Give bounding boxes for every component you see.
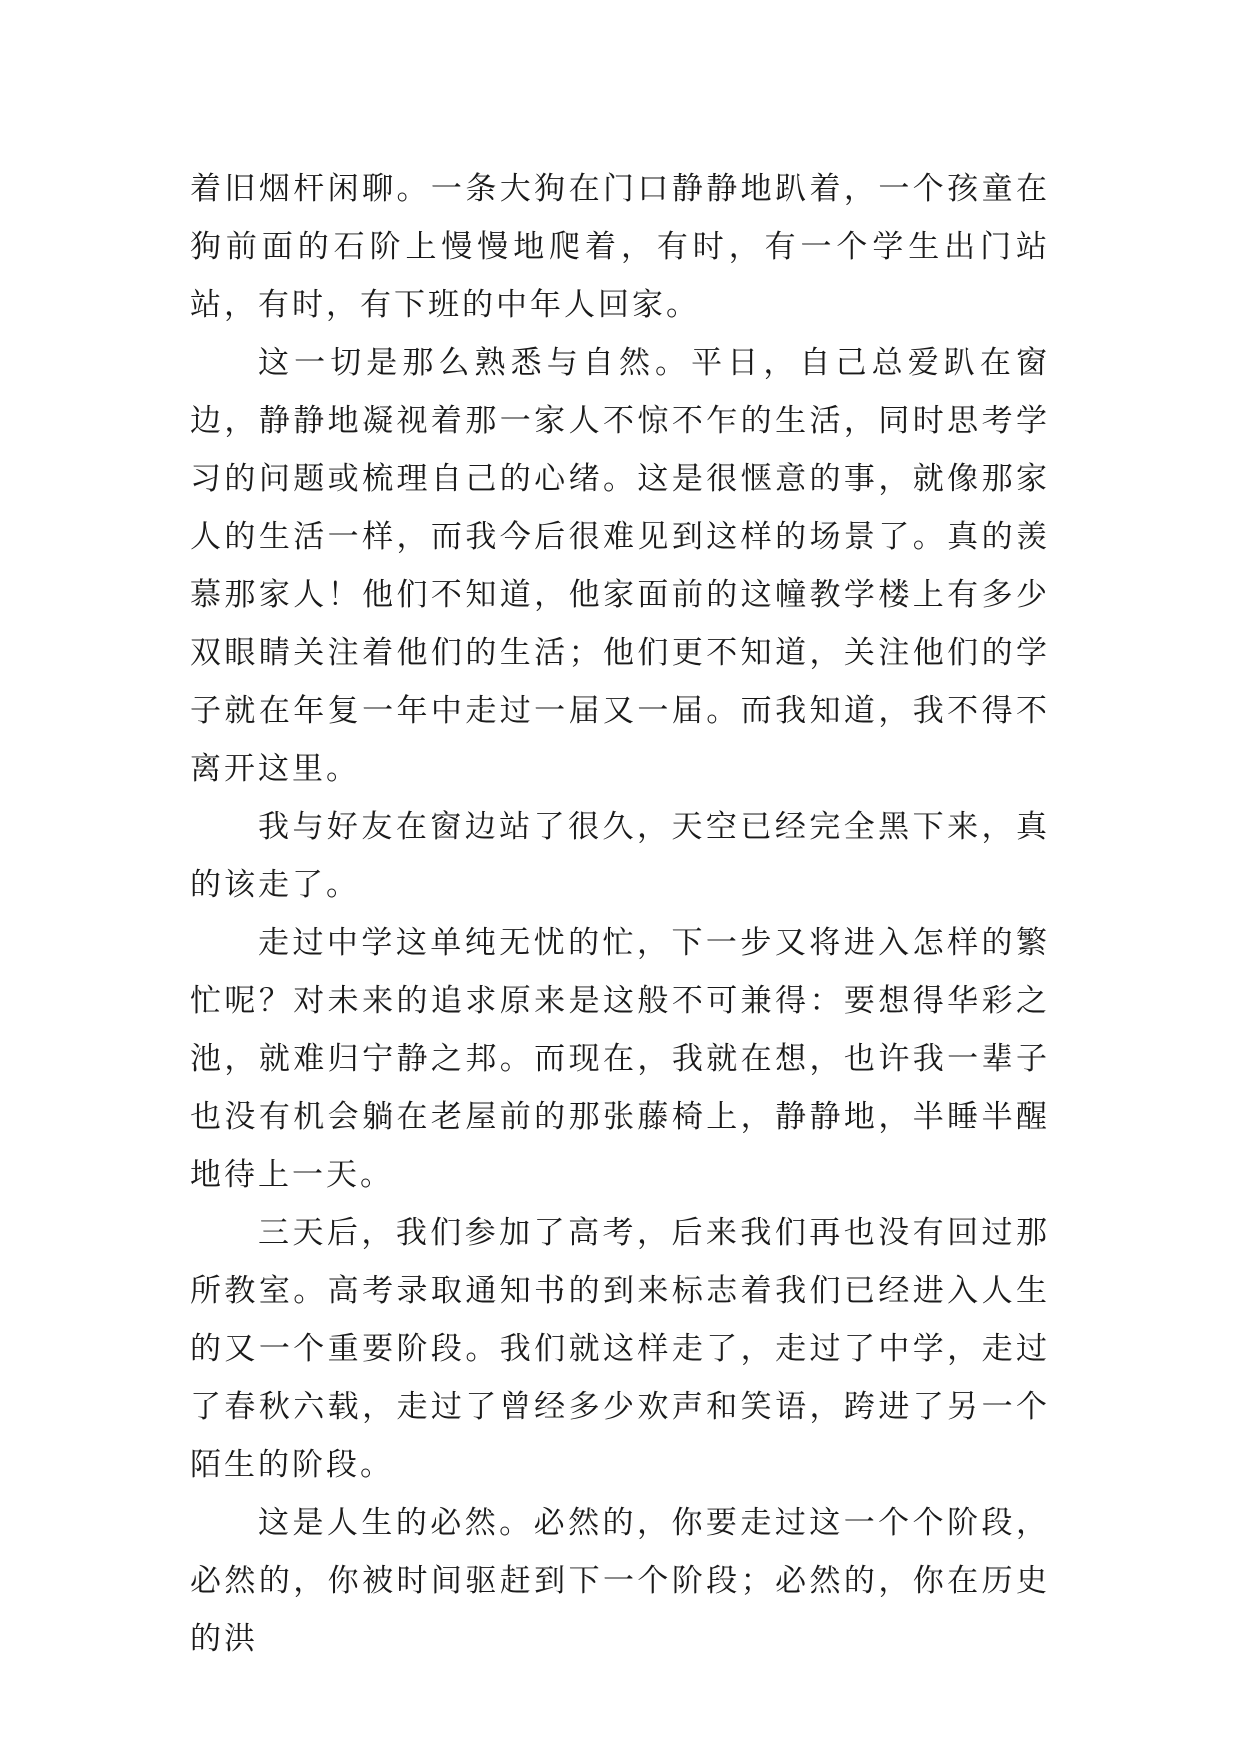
paragraph-5: 三天后，我们参加了高考，后来我们再也没有回过那所教室。高考录取通知书的到来标志着我们已经进入人生的又一个重要阶段。我们就这样走了，走过了中学，走过了春秋六载，走过了曾经多少欢声和笑语，跨进了另一个陌生的阶段。 [190, 1215, 1050, 1483]
body-text [190, 160, 1050, 1668]
paragraph-3: 我与好友在窗边站了很久，天空已经完全黑下来，真的该走了。 [190, 809, 1050, 903]
paragraph-4: 走过中学这单纯无忧的忙，下一步又将进入怎样的繁忙呢？对未来的追求原来是这般不可兼得：要想得华彩之池，就难归宁静之邦。而现在，我就在想，也许我一辈子也没有机会躺在老屋前的那张藤椅上，静静地，半睡半醒地待上一天。 [190, 925, 1050, 1193]
paragraph-2: 这一切是那么熟悉与自然。平日，自己总爱趴在窗边，静静地凝视着那一家人不惊不乍的生活，同时思考学习的问题或梳理自己的心绪。这是很惬意的事，就像那家人的生活一样，而我今后很难见到这样的场景了。真的羡慕那家人！他们不知道，他家面前的这幢教学楼上有多少双眼睛关注着他们的生活；他们更不知道，关注他们的学子就在年复一年中走过一届又一届。而我知道，我不得不离开这里。 [190, 345, 1050, 787]
paragraph-6: 这是人生的必然。必然的，你要走过这一个个阶段，必然的，你被时间驱赶到下一个阶段；必然的，你在历史的洪 [190, 1505, 1050, 1657]
paragraph-1: 着旧烟杆闲聊。一条大狗在门口静静地趴着，一个孩童在狗前面的石阶上慢慢地爬着，有时，有一个学生出门站站，有时，有下班的中年人回家。 [190, 171, 1050, 323]
